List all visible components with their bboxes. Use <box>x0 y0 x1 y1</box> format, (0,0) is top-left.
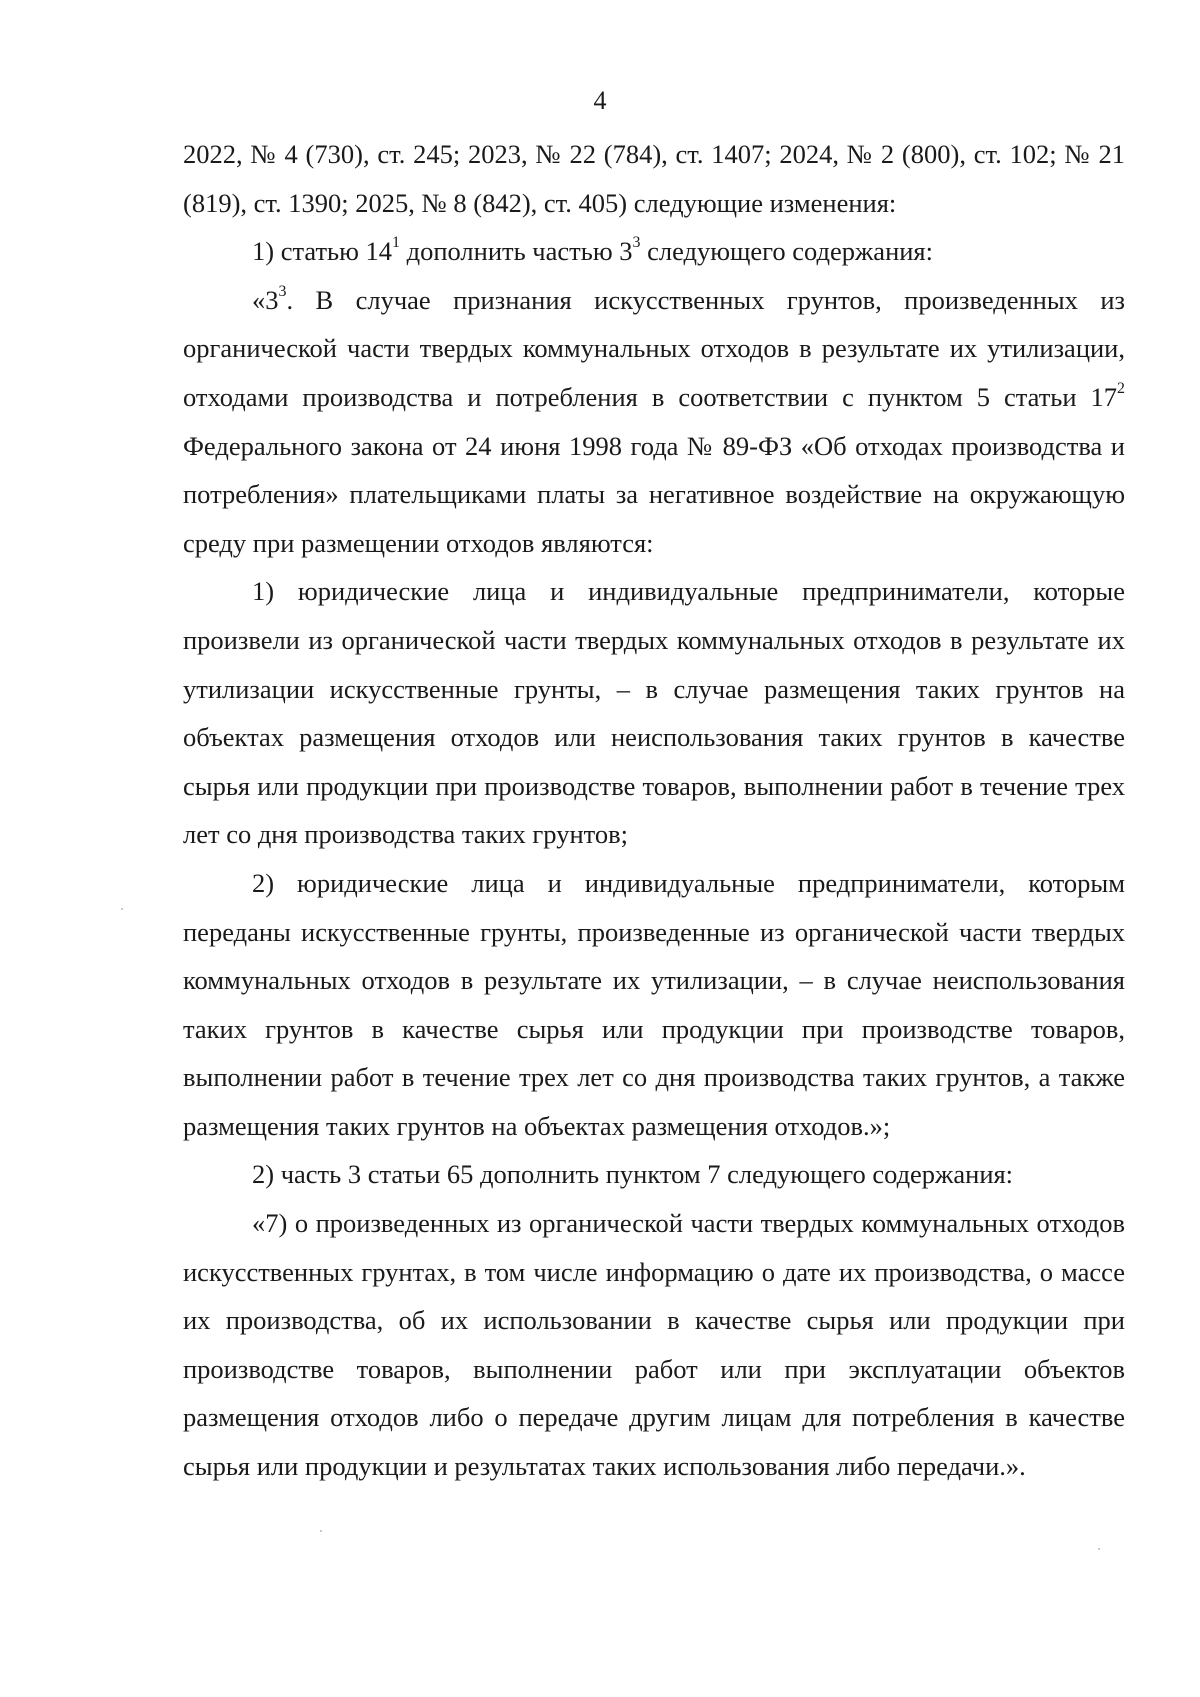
paragraph-subitem-2: 2) юридические лица и индивидуальные предприниматели, которым переданы искусственные грунты, произведенные из органической части твердых коммунальных отходов в результате их утилизации, – в случае неиспользования таких грунтов в качестве сырья или продукции при производстве товаров, выполнении работ в течение трех лет со дня производства таких грунтов, а также размещения таких грунтов на объектах размещения отходов.»; <box>183 867 1125 1141</box>
paragraph-item-1-amendment: 1) статью $14^1$ дополнить частью $3^3$ следующего содержания: <box>252 234 933 267</box>
document-body <box>183 130 1125 1491</box>
scan-speck <box>121 908 123 910</box>
paragraph-part-3-3: «$3^3$. В случае признания искусственных грунтов, произведенных из органической части твердых коммунальных отходов в результате их утилизации, отходами производства и потребления в соответствии с пунктом 5 статьи $17^2$ Федерального закона от 24 июня 1998 года № 89-ФЗ «Об отходах производства и потребления» плательщиками платы за негативное воздействие на окружающую среду при размещении отходов являются: <box>183 282 1125 558</box>
page-number: 4 <box>593 86 607 115</box>
scan-speck <box>320 1530 322 1532</box>
paragraph-item-2-amendment: 2) часть 3 статьи 65 дополнить пунктом 7 следующего содержания: <box>252 1159 1014 1190</box>
paragraph-subitem-1: 1) юридические лица и индивидуальные предприниматели, которые произвели из органической части твердых коммунальных отходов в результате их утилизации искусственные грунты, – в случае размещения таких грунтов на объектах размещения отходов или неиспользования таких грунтов в качестве сырья или продукции при производстве товаров, выполнении работ в течение трех лет со дня производства таких грунтов; <box>183 576 1125 850</box>
paragraph-point-7: «7) о произведенных из органической части твердых коммунальных отходов искусственных грунтах, в том числе информацию о дате их производства, о массе их производства, об их использовании в качестве сырья или продукции при производстве товаров, выполнении работ или при эксплуатации объектов размещения отходов либо о передаче другим лицам для потребления в качестве сырья или продукции и результатах таких использования либо передачи.». <box>183 1208 1125 1482</box>
scan-speck <box>1098 1548 1100 1550</box>
paragraph-continuation: 2022, № 4 (730), ст. 245; 2023, № 22 (784), ст. 1407; 2024, № 2 (800), ст. 102; № 21 (819), ст. 1390; 2025, № 8 (842), ст. 405) следующие изменения: <box>183 139 1125 218</box>
